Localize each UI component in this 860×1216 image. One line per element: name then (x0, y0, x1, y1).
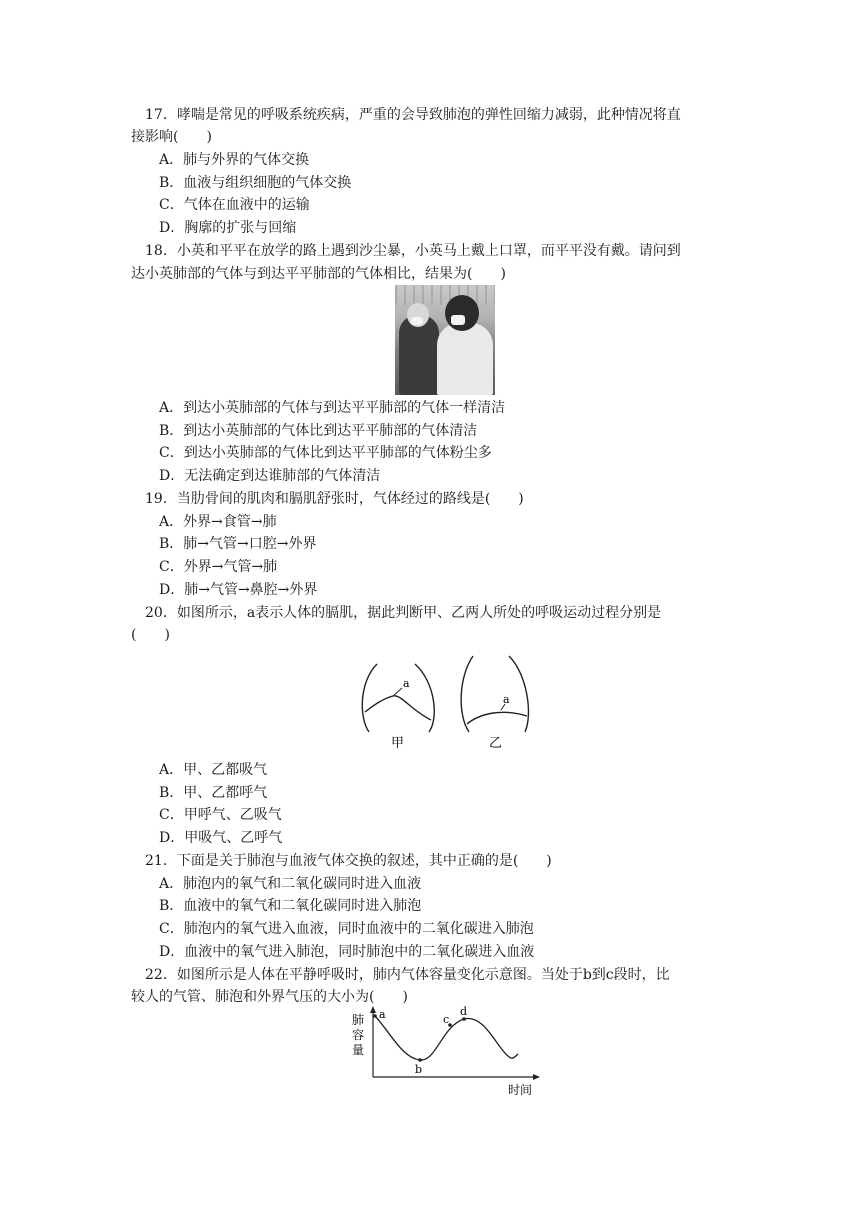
q17-option-c: C．气体在血液中的运输 (159, 197, 310, 213)
q19-option-d: D．肺→气管→鼻腔→外界 (159, 582, 318, 598)
xlabel: 时间 (508, 1083, 533, 1097)
ylabel-char-2: 容 (352, 1028, 365, 1042)
y-axis-arrow (370, 1006, 376, 1013)
q22-stem-line2: 较人的气管、肺泡和外界气压的大小为( ) (131, 989, 408, 1005)
q19-stem-line1: 19．当肋骨间的肌肉和膈肌舒张时，气体经过的路线是( ) (145, 491, 524, 507)
yi-label-a: a (503, 693, 510, 706)
lung-volume-graph (340, 1002, 550, 1098)
jia-chest-wall-right (415, 664, 434, 732)
q20-option-b: B．甲、乙都呼气 (159, 785, 268, 801)
jia-chest-wall (362, 664, 377, 732)
q20-option-a: A．甲、乙都吸气 (159, 762, 268, 778)
q18-option-b: B．到达小英肺部的气体比到达平平肺部的气体清洁 (159, 423, 478, 439)
point-d: d (460, 1005, 468, 1018)
q21-option-d: D．血液中的氧气进入肺泡，同时肺泡中的二氧化碳进入血液 (159, 944, 535, 960)
q17-stem-line1: 17．哮喘是常见的呼吸系统疾病，严重的会导致肺泡的弹性回缩力减弱，此种情况将直 (145, 107, 681, 123)
yi-chest-wall-right (509, 656, 528, 732)
q20-stem-line2: ( ) (131, 627, 170, 643)
q20-option-c: C．甲呼气、乙吸气 (159, 807, 282, 823)
jia-label: 甲 (391, 736, 405, 751)
q21-option-c: C．肺泡内的氧气进入血液，同时血液中的二氧化碳进入肺泡 (159, 921, 534, 937)
q19-option-b: B．肺→气管→口腔→外界 (159, 536, 317, 552)
sandstorm-masks-photo (395, 285, 495, 395)
q17-option-a: A．肺与外界的气体交换 (159, 152, 310, 168)
q21-option-b: B．血液中的氧气和二氧化碳同时进入肺泡 (159, 898, 422, 914)
q22-stem-line1: 22．如图所示是人体在平静呼吸时，肺内气体容量变化示意图。当处于b到c段时，比 (145, 967, 670, 983)
ylabel-char-1: 肺 (352, 1013, 365, 1027)
q20-option-d: D．甲吸气、乙呼气 (159, 830, 283, 846)
q18-stem-line1: 18．小英和平平在放学的路上遇到沙尘暴，小英马上戴上口罩，而平平没有戴。请问到 (145, 243, 681, 259)
yi-diaphragm (467, 712, 527, 724)
ylabel-char-3: 量 (352, 1043, 365, 1057)
jia-label-a: a (403, 677, 410, 690)
q21-stem-line1: 21．下面是关于肺泡与血液气体交换的叙述，其中正确的是( ) (145, 853, 552, 869)
q18-option-d: D．无法确定到达谁肺部的气体清洁 (159, 468, 381, 484)
yi-label: 乙 (489, 736, 503, 751)
q19-option-a: A．外界→食管→肺 (159, 514, 277, 530)
q19-option-c: C．外界→气管→肺 (159, 559, 278, 575)
q18-option-a: A．到达小英肺部的气体与到达平平肺部的气体一样清洁 (159, 400, 506, 416)
x-axis-arrow (533, 1074, 540, 1080)
q21-option-a: A．肺泡内的氧气和二氧化碳同时进入血液 (159, 876, 422, 892)
point-c: c (443, 1013, 450, 1026)
q17-option-d: D．胸廓的扩张与回缩 (159, 220, 297, 236)
q18-option-c: C．到达小英肺部的气体比到达平平肺部的气体粉尘多 (159, 445, 492, 461)
jia-diaphragm (365, 696, 431, 720)
q17-option-b: B．血液与组织细胞的气体交换 (159, 175, 352, 191)
q20-stem-line1: 20．如图所示，a表示人体的膈肌，据此判断甲、乙两人所处的呼吸运动过程分别是 (145, 605, 662, 621)
q17-stem-line2: 接影响( ) (131, 129, 212, 145)
diaphragm-figure (355, 652, 535, 752)
q18-stem-line2: 达小英肺部的气体与到达平平肺部的气体相比，结果为( ) (131, 266, 506, 282)
point-b: b (415, 1063, 423, 1076)
point-a: a (379, 1008, 386, 1021)
